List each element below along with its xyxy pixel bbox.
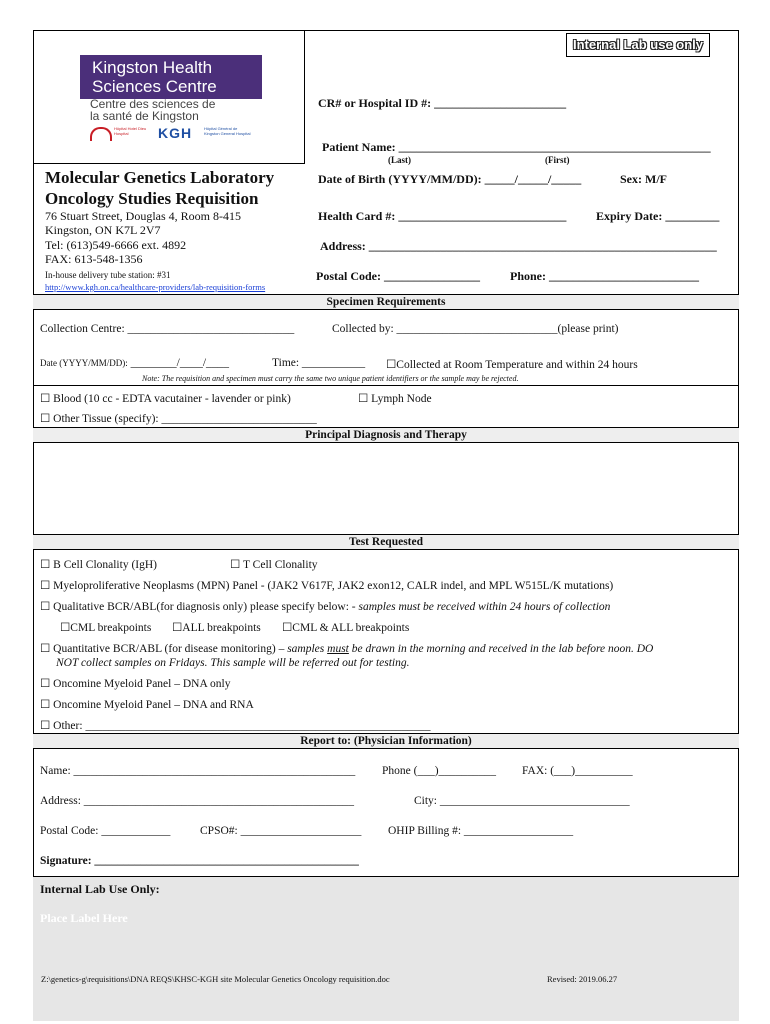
collection-time-field[interactable]: Time: ___________: [272, 357, 366, 369]
all-breakpoints-checkbox[interactable]: ☐ALL breakpoints: [172, 622, 261, 634]
oncomine-dna-checkbox[interactable]: ☐ Oncomine Myeloid Panel – DNA only: [40, 678, 231, 690]
diagnosis-textarea[interactable]: [33, 443, 739, 534]
internal-lab-use-title: Internal Lab Use Only:: [40, 882, 160, 896]
logo-french-2: la santé de Kingston: [90, 109, 199, 123]
revised-date: Revised: 2019.06.27: [547, 974, 618, 984]
lab-title: Molecular Genetics Laboratory: [45, 168, 275, 187]
quantitative-note-must: must: [327, 643, 349, 655]
quantitative-bcr-abl-checkbox[interactable]: [40, 641, 653, 655]
first-name-label: (First): [545, 155, 570, 165]
report-to-header: Report to: (Physician Information): [33, 733, 739, 749]
patient-address-field[interactable]: Address: __________________________________________________________: [320, 239, 717, 253]
test-requested-header: Test Requested: [33, 534, 739, 550]
requisition-title: Oncology Studies Requisition: [45, 189, 259, 208]
physician-fax-field[interactable]: FAX: (___)__________: [522, 765, 633, 777]
khsc-logo: Kingston Health Sciences Centre: [80, 55, 262, 99]
logo-french-1: Centre des sciences de: [90, 97, 216, 111]
label-placeholder: Place Label Here: [40, 911, 128, 925]
cpso-field[interactable]: CPSO#: _____________________: [200, 825, 362, 837]
logo-box: [33, 30, 305, 164]
room-temperature-checkbox[interactable]: ☐Collected at Room Temperature and within 24 hours: [386, 359, 638, 371]
t-cell-clonality-checkbox[interactable]: ☐ T Cell Clonality: [230, 559, 318, 571]
oncomine-dna-rna-checkbox[interactable]: ☐ Oncomine Myeloid Panel – DNA and RNA: [40, 699, 254, 711]
health-card-field[interactable]: Health Card #: ____________________________: [318, 209, 567, 223]
qualitative-bcr-abl-checkbox[interactable]: [40, 599, 610, 613]
quantitative-label: ☐ Quantitative BCR/ABL (for disease monitoring) –: [40, 643, 288, 655]
collected-by-field[interactable]: Collected by: ____________________________(please print): [332, 323, 619, 335]
diagnosis-header: Principal Diagnosis and Therapy: [33, 427, 739, 443]
tube-station: In-house delivery tube station: #31: [45, 270, 171, 280]
collection-date-label: Date (YYYY/MM/DD):: [40, 358, 128, 368]
specimen-note: Note: The requisition and specimen must carry the same two unique patient identifiers or the sample may be rejected.: [142, 374, 519, 383]
cml-breakpoints-checkbox[interactable]: ☐CML breakpoints: [60, 622, 152, 634]
expiry-date-field[interactable]: Expiry Date: _________: [596, 209, 720, 223]
ohip-billing-field[interactable]: OHIP Billing #: ___________________: [388, 825, 574, 837]
quantitative-note-2: be drawn in the morning and received in the lab before noon. DO: [348, 643, 654, 655]
cr-hospital-id-field[interactable]: CR# or Hospital ID #: ______________________: [318, 96, 567, 110]
internal-lab-use-badge: Internal Lab use only: [566, 33, 710, 57]
patient-phone-field[interactable]: Phone: _________________________: [510, 269, 699, 283]
collection-centre-field[interactable]: Collection Centre: _____________________________: [40, 323, 295, 335]
physician-city-field[interactable]: City: _________________________________: [414, 795, 630, 807]
requisition-forms-link[interactable]: http://www.kgh.on.ca/healthcare-providers/lab-requisition-forms: [45, 282, 266, 292]
quantitative-note-line2: NOT collect samples on Fridays. This sample will be referred out for testing.: [56, 657, 410, 669]
blood-checkbox[interactable]: ☐ Blood (10 cc - EDTA vacutainer - lavender or pink): [40, 393, 291, 405]
lab-address-1: 76 Stuart Street, Douglas 4, Room 8-415: [45, 209, 241, 223]
collection-date-field[interactable]: [40, 357, 229, 369]
patient-name-field[interactable]: Patient Name: ____________________________________________________: [322, 140, 711, 154]
hotel-dieu-icon: [90, 127, 112, 141]
collection-date-blank: ________/____/____: [127, 357, 230, 369]
mpn-panel-checkbox[interactable]: ☐ Myeloproliferative Neoplasms (MPN) Panel - (JAK2 V617F, JAK2 exon12, CALR indel, and MPL W515L/K mutations): [40, 580, 614, 592]
qualitative-note: samples must be received within 24 hours of collection: [358, 601, 611, 613]
quantitative-note-1: samples: [287, 643, 328, 655]
signature-field[interactable]: Signature: ______________________________________________: [40, 855, 359, 867]
sex-field[interactable]: Sex: M/F: [620, 172, 667, 186]
other-tissue-checkbox[interactable]: ☐ Other Tissue (specify): ___________________________: [40, 413, 317, 425]
last-name-label: (Last): [388, 155, 411, 165]
specimen-requirements-header: Specimen Requirements: [33, 294, 739, 310]
kgh-logo: KGH: [158, 125, 193, 141]
b-cell-clonality-checkbox[interactable]: ☐ B Cell Clonality (IgH): [40, 559, 157, 571]
file-path: Z:\genetics-g\requisitions\DNA REQS\KHSC-KGH site Molecular Genetics Oncology requisition.doc: [41, 974, 390, 984]
physician-address-field[interactable]: Address: _______________________________________________: [40, 795, 355, 807]
lab-fax: FAX: 613-548-1356: [45, 252, 143, 266]
internal-lab-use-box: [33, 876, 739, 1021]
kgh-text: Hôpital Général de Kingston General Hospital: [204, 126, 251, 136]
lab-address-2: Kingston, ON K7L 2V7: [45, 223, 161, 237]
cml-all-breakpoints-checkbox[interactable]: ☐CML & ALL breakpoints: [282, 622, 410, 634]
physician-postal-field[interactable]: Postal Code: ____________: [40, 825, 171, 837]
qualitative-label: ☐ Qualitative BCR/ABL(for diagnosis only) please specify below: -: [40, 601, 359, 613]
other-test-checkbox[interactable]: ☐ Other: ____________________________________________________________: [40, 720, 431, 732]
divider: [33, 385, 739, 386]
hotel-dieu-text: Hôpital Hotel Dieu Hospital: [114, 126, 147, 136]
lab-tel: Tel: (613)549-6666 ext. 4892: [45, 238, 187, 252]
physician-phone-field[interactable]: Phone (___)__________: [382, 765, 497, 777]
patient-postal-field[interactable]: Postal Code: ________________: [316, 269, 480, 283]
lymph-node-checkbox[interactable]: ☐ Lymph Node: [358, 393, 432, 405]
dob-field[interactable]: Date of Birth (YYYY/MM/DD): _____/_____/_____: [318, 172, 582, 186]
physician-name-field[interactable]: Name: _________________________________________________: [40, 765, 356, 777]
